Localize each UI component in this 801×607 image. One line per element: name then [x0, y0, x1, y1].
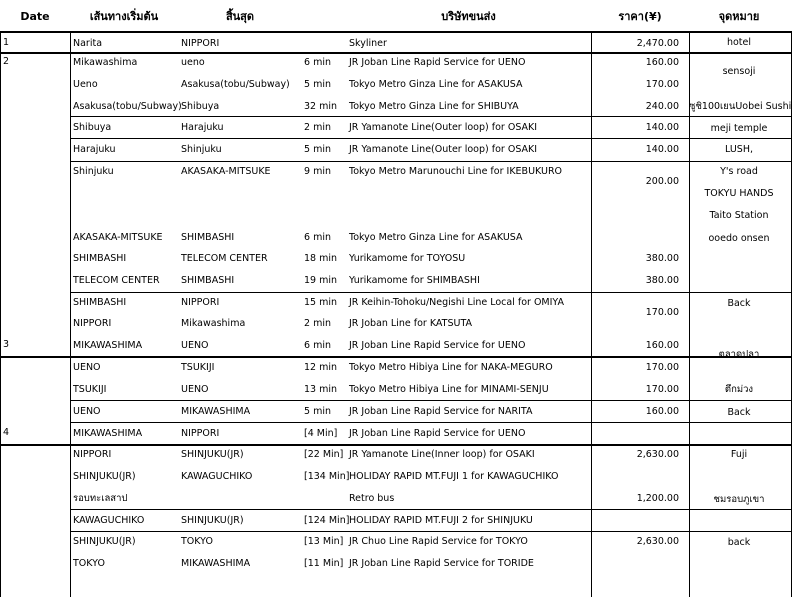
- route-start-cell: SHINJUKU(JR): [73, 471, 136, 482]
- transport-company-cell: Tokyo Metro Ginza Line for SHIBUYA: [349, 101, 519, 112]
- transport-company-cell: HOLIDAY RAPID MT.FUJI 2 for SHINJUKU: [349, 515, 533, 526]
- row-divider: [70, 116, 792, 117]
- transport-company-cell: JR Yamanote Line(Outer loop) for OSAKI: [349, 122, 538, 133]
- travel-time-cell: 32 min: [304, 101, 338, 112]
- destination-cell: ooedo onsen: [708, 233, 770, 244]
- route-start-cell: SHIMBASHI: [73, 297, 127, 308]
- route-end-cell: TELECOM CENTER: [181, 253, 268, 264]
- date-cell: 2: [3, 56, 10, 67]
- route-end-cell: UENO: [181, 384, 209, 395]
- header-route-start: เส้นทางเริ่มต้น: [89, 10, 159, 23]
- row-divider: [70, 161, 792, 162]
- destination-cell: ชมรอบภูเขา: [713, 494, 765, 505]
- transport-company-cell: JR Keihin-Tohoku/Negishi Line Local for OMIYA: [349, 297, 564, 308]
- route-start-cell: NIPPORI: [73, 318, 112, 329]
- route-start-cell: Mikawashima: [73, 57, 138, 68]
- transport-company-cell: Tokyo Metro Ginza Line for ASAKUSA: [349, 79, 523, 90]
- travel-time-cell: 2 min: [304, 318, 331, 329]
- header-destination: จุดหมาย: [718, 10, 760, 23]
- route-start-cell: Asakusa(tobu/Subway): [73, 101, 182, 112]
- transport-company-cell: JR Joban Line Rapid Service for TORIDE: [349, 558, 534, 569]
- price-cell: 170.00: [645, 307, 679, 318]
- price-cell: 160.00: [645, 406, 679, 417]
- route-end-cell: ueno: [181, 57, 205, 68]
- price-cell: 140.00: [645, 122, 679, 133]
- row-divider: [70, 138, 792, 139]
- travel-time-cell: 15 min: [304, 297, 338, 308]
- route-start-cell: UENO: [73, 406, 101, 417]
- transport-company-cell: JR Joban Line Rapid Service for NARITA: [349, 406, 533, 417]
- route-start-cell: SHINJUKU(JR): [73, 536, 136, 547]
- row-divider: [70, 531, 792, 532]
- price-cell: 2,630.00: [636, 536, 679, 547]
- route-start-cell: Ueno: [73, 79, 98, 90]
- destination-cell: meji temple: [710, 123, 768, 134]
- destination-cell: Y's road: [720, 166, 758, 177]
- header-price: ราคา(¥): [618, 10, 662, 23]
- row-divider: [0, 52, 792, 54]
- transport-company-cell: HOLIDAY RAPID MT.FUJI 1 for KAWAGUCHIKO: [349, 471, 559, 482]
- route-end-cell: MIKAWASHIMA: [181, 558, 251, 569]
- travel-time-cell: 12 min: [304, 362, 338, 373]
- travel-time-cell: [4 Min]: [304, 428, 338, 439]
- route-start-cell: TOKYO: [73, 558, 105, 569]
- transport-company-cell: Tokyo Metro Hibiya Line for MINAMI-SENJU: [349, 384, 549, 395]
- destination-cell: sensoji: [722, 66, 756, 77]
- row-divider: [70, 422, 792, 423]
- column-divider: [791, 31, 792, 597]
- price-cell: 380.00: [645, 275, 679, 286]
- price-cell: 200.00: [645, 176, 679, 187]
- header-route-end: สิ้นสุด: [225, 10, 255, 23]
- destination-cell: Taito Station: [709, 210, 769, 221]
- travel-time-cell: [22 Min]: [304, 449, 344, 460]
- route-start-cell: Harajuku: [73, 144, 116, 155]
- price-cell: 170.00: [645, 362, 679, 373]
- transport-company-cell: JR Chuo Line Rapid Service for TOKYO: [349, 536, 528, 547]
- route-end-cell: UENO: [181, 340, 209, 351]
- price-cell: 160.00: [645, 340, 679, 351]
- destination-cell: back: [727, 537, 751, 548]
- date-cell: 1: [3, 37, 10, 48]
- route-end-cell: Asakusa(tobu/Subway): [181, 79, 290, 90]
- destination-cell: Back: [727, 298, 751, 309]
- transport-company-cell: Tokyo Metro Marunouchi Line for IKEBUKURO: [349, 166, 563, 177]
- route-start-cell: MIKAWASHIMA: [73, 340, 143, 351]
- transport-company-cell: Tokyo Metro Ginza Line for ASAKUSA: [349, 232, 523, 243]
- row-divider: [70, 292, 792, 293]
- transport-company-cell: Retro bus: [349, 493, 395, 504]
- price-cell: 160.00: [645, 57, 679, 68]
- transport-company-cell: Yurikamome for SHIMBASHI: [349, 275, 480, 286]
- route-start-cell: UENO: [73, 362, 101, 373]
- route-start-cell: MIKAWASHIMA: [73, 428, 143, 439]
- destination-cell: ตลาดปลา: [718, 349, 760, 360]
- route-start-cell: TELECOM CENTER: [73, 275, 160, 286]
- route-end-cell: Shibuya: [181, 101, 220, 112]
- price-cell: 380.00: [645, 253, 679, 264]
- route-end-cell: SHINJUKU(JR): [181, 515, 244, 526]
- travel-time-cell: 5 min: [304, 406, 331, 417]
- route-end-cell: KAWAGUCHIKO: [181, 471, 253, 482]
- travel-time-cell: 6 min: [304, 57, 331, 68]
- destination-cell: Fuji: [730, 449, 748, 460]
- transport-company-cell: JR Yamanote Line(Outer loop) for OSAKI: [349, 144, 538, 155]
- travel-time-cell: 2 min: [304, 122, 331, 133]
- destination-cell: ซูชิ100เยนUobei Sushi: [689, 101, 792, 112]
- date-cell: 4: [3, 427, 10, 438]
- transport-company-cell: Yurikamome for TOYOSU: [349, 253, 466, 264]
- travel-time-cell: 19 min: [304, 275, 338, 286]
- destination-cell: hotel: [726, 37, 752, 48]
- row-divider: [70, 509, 792, 510]
- route-start-cell: Shibuya: [73, 122, 112, 133]
- travel-time-cell: 6 min: [304, 232, 331, 243]
- destination-cell: ตึกม่วง: [724, 384, 754, 395]
- row-divider: [70, 400, 792, 401]
- travel-time-cell: 5 min: [304, 144, 331, 155]
- price-cell: 1,200.00: [636, 493, 679, 504]
- route-start-cell: Narita: [73, 38, 103, 49]
- price-cell: 140.00: [645, 144, 679, 155]
- transport-company-cell: Skyliner: [349, 38, 387, 49]
- transport-company-cell: JR Joban Line Rapid Service for UENO: [349, 57, 526, 68]
- route-end-cell: TSUKIJI: [181, 362, 215, 373]
- price-cell: 240.00: [645, 101, 679, 112]
- transport-company-cell: JR Yamanote Line(Inner loop) for OSAKI: [349, 449, 535, 460]
- route-end-cell: TOKYO: [181, 536, 213, 547]
- date-cell: 3: [3, 339, 10, 350]
- price-cell: 170.00: [645, 384, 679, 395]
- travel-time-cell: 5 min: [304, 79, 331, 90]
- route-start-cell: KAWAGUCHIKO: [73, 515, 145, 526]
- travel-time-cell: 6 min: [304, 340, 331, 351]
- column-divider: [0, 31, 1, 597]
- destination-cell: LUSH,: [725, 144, 753, 155]
- travel-time-cell: 13 min: [304, 384, 338, 395]
- travel-time-cell: [11 Min]: [304, 558, 344, 569]
- travel-time-cell: [13 Min]: [304, 536, 344, 547]
- route-end-cell: Mikawashima: [181, 318, 246, 329]
- route-end-cell: SHINJUKU(JR): [181, 449, 244, 460]
- row-divider: [0, 356, 792, 358]
- travel-time-cell: [124 Min]: [304, 515, 350, 526]
- transport-company-cell: Tokyo Metro Hibiya Line for NAKA-MEGURO: [349, 362, 553, 373]
- route-start-cell: NIPPORI: [73, 449, 112, 460]
- row-divider: [0, 444, 792, 446]
- transport-company-cell: JR Joban Line Rapid Service for UENO: [349, 428, 526, 439]
- header-date: Date: [20, 10, 50, 23]
- travel-time-cell: 18 min: [304, 253, 338, 264]
- route-end-cell: NIPPORI: [181, 38, 220, 49]
- travel-time-cell: 9 min: [304, 166, 331, 177]
- price-cell: 2,470.00: [636, 38, 679, 49]
- route-start-cell: TSUKIJI: [73, 384, 107, 395]
- route-end-cell: MIKAWASHIMA: [181, 406, 251, 417]
- column-divider: [689, 31, 690, 597]
- transport-company-cell: JR Joban Line Rapid Service for UENO: [349, 340, 526, 351]
- route-start-cell: รอบทะเลสาป: [73, 493, 128, 504]
- route-start-cell: AKASAKA-MITSUKE: [73, 232, 163, 243]
- route-start-cell: Shinjuku: [73, 166, 114, 177]
- transport-company-cell: JR Joban Line for KATSUTA: [349, 318, 473, 329]
- route-end-cell: NIPPORI: [181, 297, 220, 308]
- route-end-cell: NIPPORI: [181, 428, 220, 439]
- travel-time-cell: [134 Min]: [304, 471, 350, 482]
- column-divider: [70, 31, 71, 597]
- route-end-cell: Shinjuku: [181, 144, 222, 155]
- route-end-cell: AKASAKA-MITSUKE: [181, 166, 271, 177]
- destination-cell: Back: [727, 407, 751, 418]
- price-cell: 170.00: [645, 79, 679, 90]
- destination-cell: TOKYU HANDS: [704, 188, 774, 199]
- route-end-cell: SHIMBASHI: [181, 232, 235, 243]
- header-company: บริษัทขนส่ง: [441, 10, 496, 23]
- route-start-cell: SHIMBASHI: [73, 253, 127, 264]
- route-end-cell: SHIMBASHI: [181, 275, 235, 286]
- price-cell: 2,630.00: [636, 449, 679, 460]
- route-end-cell: Harajuku: [181, 122, 224, 133]
